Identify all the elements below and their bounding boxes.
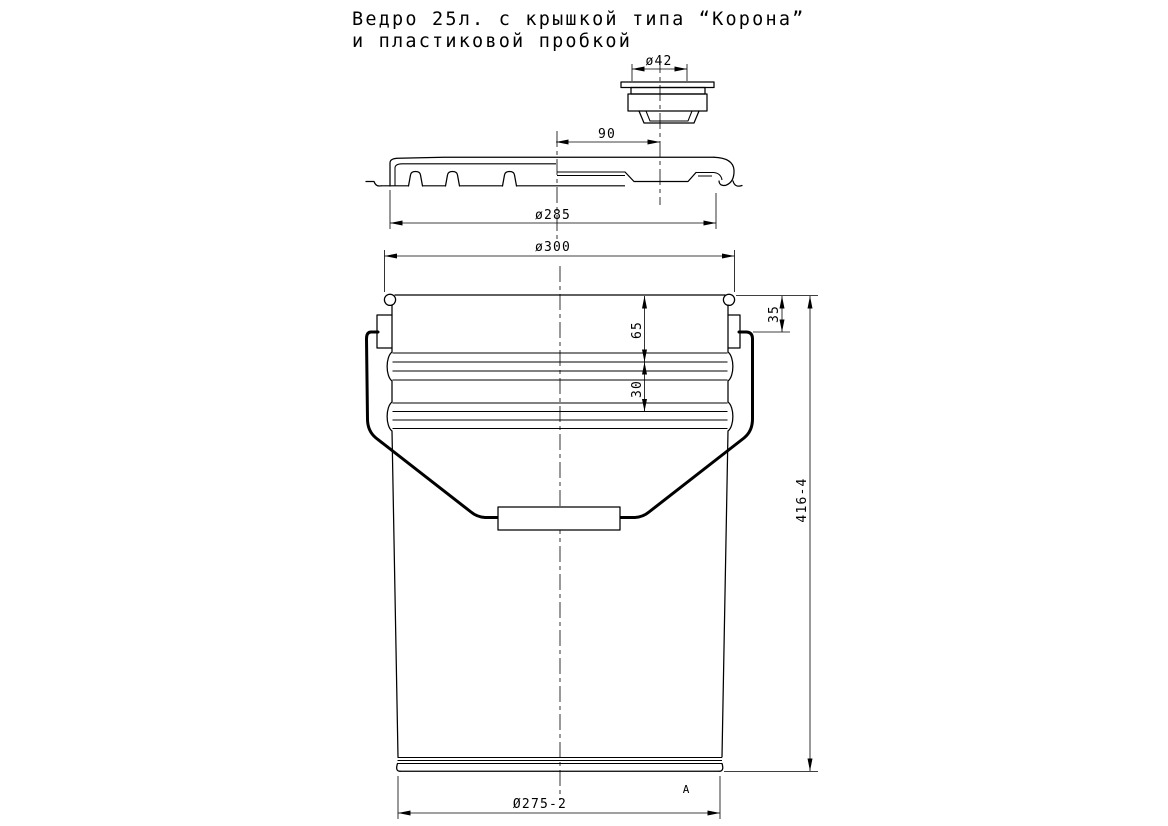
- lid-right-tail: [733, 181, 742, 186]
- plug-skirt-inner: [646, 111, 692, 121]
- dim-plug-offset: 90: [597, 127, 617, 142]
- handle-grip: [498, 507, 620, 530]
- lid-left-hook: [366, 182, 381, 187]
- lid-section-view: [366, 157, 742, 186]
- lid-crown-bump-1: [409, 172, 423, 187]
- drawing-title-line1: Ведро 25л. с крышкой типа “Корона”: [352, 9, 806, 30]
- lid-right-curl-inner: [714, 173, 722, 181]
- rim-curl-left: [384, 294, 395, 305]
- dim-rim-to-handle-ear: 35: [767, 304, 782, 324]
- dim-bead-spacing: 30: [630, 379, 645, 399]
- dimension-texts: [513, 54, 810, 812]
- lid-panel-right: [696, 173, 714, 177]
- plug-body: [628, 94, 707, 111]
- title-block: [352, 9, 806, 52]
- wall-left: [387, 305, 398, 757]
- lid-top-inner: [395, 164, 556, 186]
- plug-flange: [621, 82, 714, 88]
- lid-plug-recess: [625, 172, 696, 182]
- dim-rim-to-first-bead: 65: [630, 320, 645, 340]
- detail-label-a: A: [682, 783, 690, 796]
- dim-total-height: 416-4: [795, 477, 810, 523]
- bucket-front-view: [367, 294, 753, 771]
- bottom-corner-left: [397, 764, 400, 772]
- lid-crown-bump-2: [446, 172, 460, 187]
- dim-lid-diameter: ø285: [534, 208, 572, 223]
- dimension-lines: [385, 69, 811, 813]
- rim-curl-right: [723, 294, 734, 305]
- handle-wire-left: [367, 332, 500, 518]
- lid-panel-lines: [557, 172, 625, 176]
- bottom-corner-right: [719, 764, 723, 772]
- dim-top-diameter: ø300: [534, 240, 572, 255]
- dim-bottom-diameter: Ø275-2: [512, 797, 568, 812]
- lid-crown-bump-3: [503, 172, 517, 187]
- lid-right-curl: [714, 157, 734, 185]
- wall-right: [722, 305, 733, 757]
- dim-plug-diameter: ø42: [645, 54, 673, 69]
- extension-lines: [385, 64, 819, 819]
- plug-detail: [621, 82, 714, 123]
- drawing-title-line2: и пластиковой пробкой: [352, 31, 633, 52]
- plug-collar: [631, 88, 705, 95]
